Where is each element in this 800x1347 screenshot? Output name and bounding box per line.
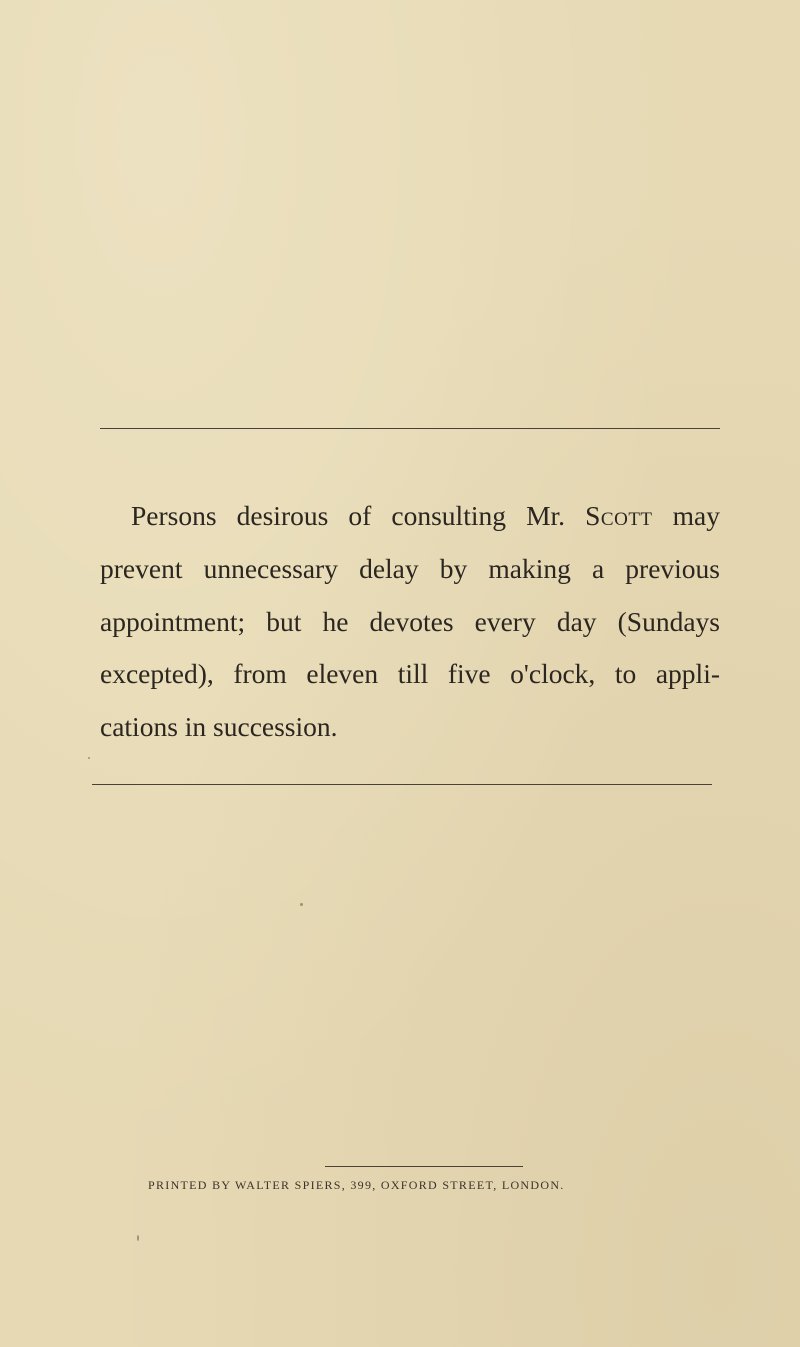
top-rule [100,428,720,429]
middle-rule [92,784,712,785]
notice-line-5: cations in succession. [100,711,338,743]
printer-imprint: PRINTED BY WALTER SPIERS, 399, OXFORD STREET, LONDON. [148,1178,565,1192]
notice-line-3: appointment; but he devotes every day (Sundays [100,605,720,637]
notice-line-1-end: may [672,500,720,531]
notice-line-2: prevent unnecessary delay by making a previous [100,552,720,584]
paper-speck [300,903,303,906]
name-scott: Scott [585,500,653,531]
paper-speck [88,757,90,759]
notice-line-1 [100,490,720,543]
notice-line-4: excepted), from eleven till five o'clock, to appli- [100,658,720,690]
consultation-notice [100,490,720,754]
paper-speck [137,1235,139,1241]
notice-line-1-text: Persons desirous of consulting Mr. [131,500,566,531]
imprint-rule [325,1166,523,1167]
